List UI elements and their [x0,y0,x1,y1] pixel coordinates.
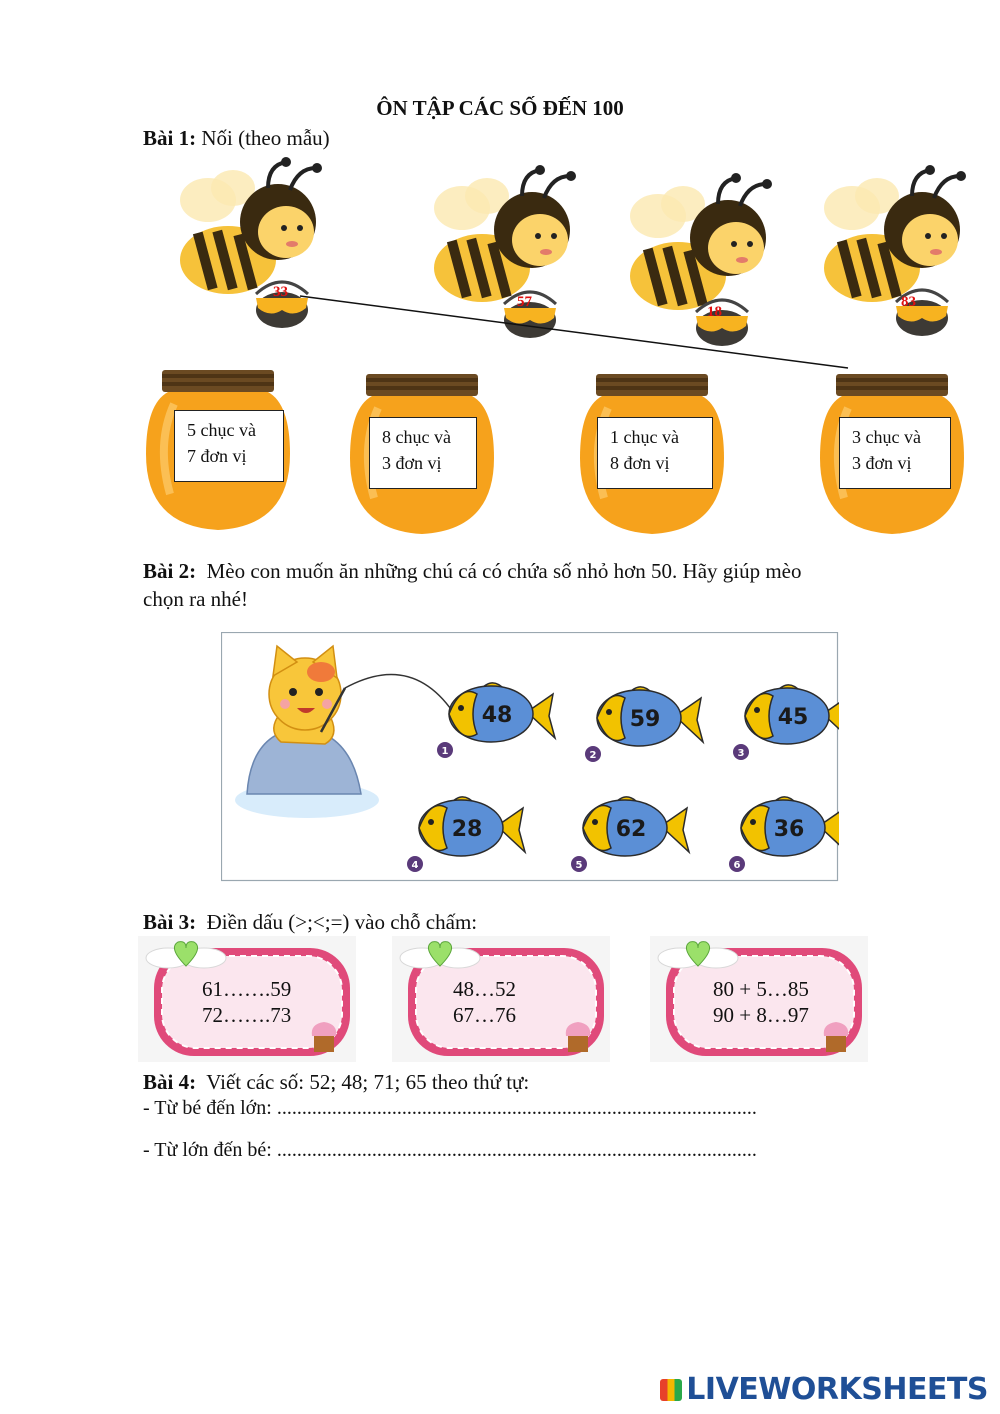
liveworksheets-logo [660,1372,988,1407]
ex4-descending-row [143,1139,873,1162]
jar-label-4-line1: 3 chục và [852,427,921,447]
comparison-card-1-text[interactable] [202,976,291,1028]
ex1-heading [143,124,330,152]
ex1-label: Bài 1: [143,126,197,150]
bee-number-3[interactable]: 18 [707,304,722,320]
comparison-1b[interactable]: 72…….73 [202,1003,292,1027]
jar-label-2-line1: 8 chục và [382,427,451,447]
bee-number-4[interactable]: 83 [901,294,916,310]
ex2-heading [143,557,903,613]
ex4-descending-answer[interactable]: ................................................................................................ [276,1139,757,1161]
comparison-card-3-text[interactable] [713,976,809,1028]
jar-label-3[interactable] [597,417,713,489]
fish-number: 62 [615,817,647,842]
honey-pot-3 [696,300,748,346]
comparison-2b[interactable]: 67…76 [453,1003,516,1027]
bee-1 [180,157,322,294]
bee-2 [434,165,576,302]
comparison-1a[interactable]: 61…….59 [202,977,292,1001]
ex3-label: Bài 3: [143,910,197,934]
fish-number: 28 [451,817,483,842]
liveworksheets-mark-icon [660,1379,682,1401]
sample-match-line [300,296,848,368]
fish-index: 6 [733,860,741,871]
page-title: ÔN TẬP CÁC SỐ ĐẾN 100 [376,96,624,120]
bee-number-2[interactable]: 57 [517,294,532,310]
cat-fishing-picture [221,632,839,882]
cat-icon [269,646,341,744]
fish-number: 36 [773,817,805,842]
ex4-ascending-label: - Từ bé đến lớn: [143,1097,272,1119]
liveworksheets-wordmark: LIVEWORKSHEETS [686,1372,988,1407]
bee-4 [824,165,966,302]
ex4-instruction: Viết các số: 52; 48; 71; 65 theo thứ tự: [206,1070,530,1094]
jar-label-1[interactable] [174,410,284,482]
jar-label-2-line2: 3 đơn vị [382,453,442,473]
ex4-label: Bài 4: [143,1070,197,1094]
ex4-ascending-row [143,1097,883,1120]
ex1-instruction: Nối (theo mẫu) [201,126,330,150]
bee-3 [630,173,772,310]
fish-index: 5 [575,860,583,871]
jar-label-4-line2: 3 đơn vị [852,453,912,473]
bee-number-1[interactable]: 33 [273,284,288,300]
ex2-instruction-line1: Mèo con muốn ăn những chú cá có chứa số nhỏ hơn 50. Hãy giúp mèo [206,559,802,583]
fish-index: 3 [737,748,745,759]
ex2-label: Bài 2: [143,559,197,583]
fish-index: 2 [589,750,597,761]
comparison-2a[interactable]: 48…52 [453,977,516,1001]
fish-index: 4 [411,860,419,871]
jar-label-1-line2: 7 đơn vị [187,446,247,466]
fish-number: 59 [629,707,661,732]
ex3-instruction: Điền dấu (>;<;=) vào chỗ chấm: [206,910,478,934]
fish-number: 48 [481,703,513,728]
jar-label-3-line1: 1 chục và [610,427,679,447]
fish-number: 45 [777,705,809,730]
comparison-3b[interactable]: 90 + 8…97 [713,1003,809,1027]
jar-label-3-line2: 8 đơn vị [610,453,670,473]
ex3-heading [143,908,477,936]
comparison-card-2-text[interactable] [453,976,516,1028]
ex4-heading [143,1068,529,1096]
jar-label-1-line1: 5 chục và [187,420,256,440]
fish-index: 1 [441,746,449,757]
jar-label-2[interactable] [369,417,477,489]
ex4-ascending-answer[interactable]: ................................................................................................ [276,1097,757,1119]
jar-label-4[interactable] [839,417,951,489]
ex2-instruction-line2: chọn ra nhé! [143,587,248,611]
comparison-3a[interactable]: 80 + 5…85 [713,977,809,1001]
ex4-descending-label: - Từ lớn đến bé: [143,1139,272,1161]
